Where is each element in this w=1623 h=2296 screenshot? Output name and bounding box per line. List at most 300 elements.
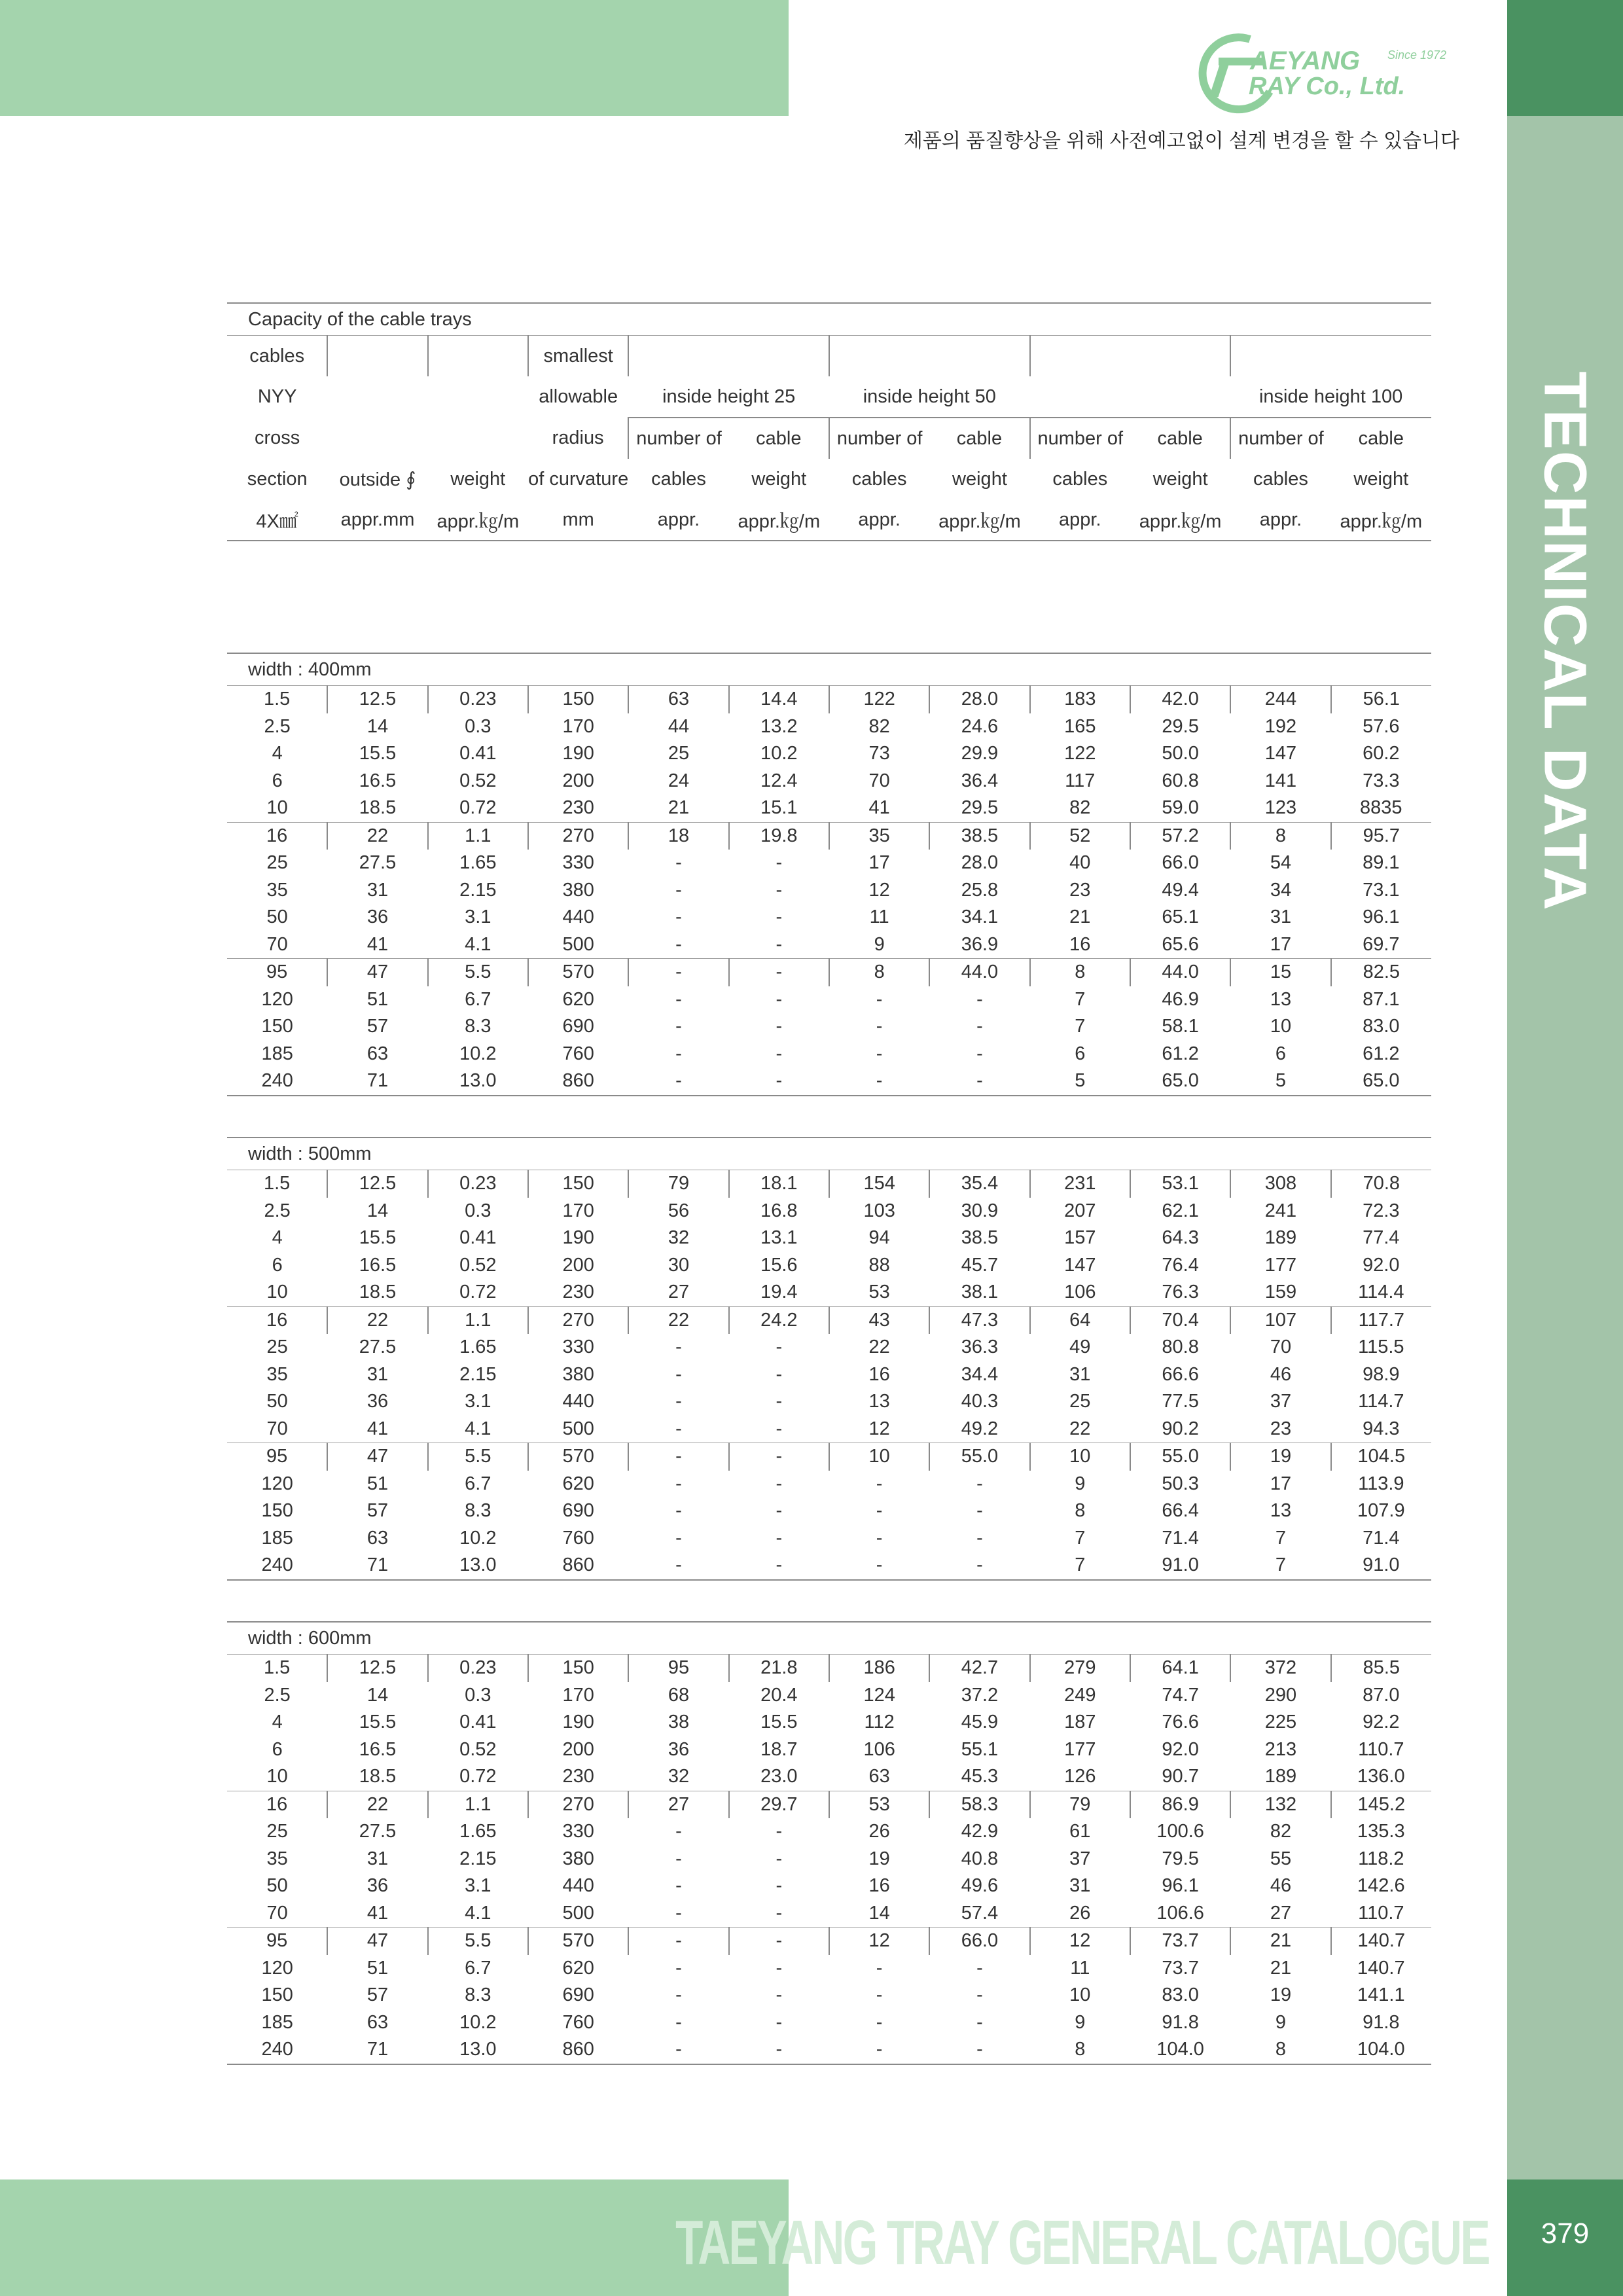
table-cell: - bbox=[675, 1875, 682, 1897]
table-cell: - bbox=[628, 1067, 728, 1096]
table-cell: 13 bbox=[1270, 988, 1292, 1010]
table-cell: 19.8 bbox=[729, 822, 829, 850]
header-cell bbox=[428, 418, 528, 459]
table-cell: - bbox=[675, 1821, 682, 1842]
table-cell: 32 bbox=[668, 1227, 690, 1249]
table-cell: 103 bbox=[863, 1200, 895, 1221]
section-title-row bbox=[227, 1622, 1431, 1655]
table-cell: 6.7 bbox=[465, 1473, 491, 1494]
table-cell: 380 bbox=[562, 879, 594, 901]
table-cell: - bbox=[776, 1527, 783, 1549]
table-cell: 25 bbox=[668, 743, 690, 764]
table-cell: 110.7 bbox=[1358, 1738, 1404, 1760]
capacity-header bbox=[227, 302, 1431, 541]
table-cell: 85.5 bbox=[1331, 1655, 1431, 1682]
table-cell: 31 bbox=[366, 1363, 389, 1385]
table-row bbox=[227, 1682, 1431, 1710]
table-cell: 570 bbox=[528, 1928, 628, 1955]
table-cell: - bbox=[675, 1984, 682, 2006]
header-cell: cross bbox=[255, 427, 300, 448]
table-cell: 0.52 bbox=[459, 1254, 497, 1276]
table-row bbox=[227, 1900, 1431, 1928]
table-row bbox=[227, 686, 1431, 713]
table-cell: 41 bbox=[366, 933, 389, 955]
table-cell: 63 bbox=[366, 1527, 389, 1549]
capacity-title: Capacity of the cable trays bbox=[227, 303, 1431, 336]
table-row bbox=[227, 1736, 1431, 1764]
table-cell: 9 bbox=[1075, 1473, 1086, 1494]
table-row bbox=[227, 1252, 1431, 1280]
table-row bbox=[227, 1873, 1431, 1900]
table-row bbox=[227, 1525, 1431, 1552]
table-cell: 270 bbox=[528, 822, 628, 850]
table-row bbox=[227, 822, 1431, 850]
table-cell: 29.7 bbox=[729, 1791, 829, 1818]
table-cell: 35 bbox=[266, 1848, 288, 1869]
table-cell: 82 bbox=[1270, 1821, 1292, 1842]
table-cell: 82.5 bbox=[1331, 959, 1431, 986]
table-cell: - bbox=[776, 1821, 783, 1842]
table-row bbox=[227, 1471, 1431, 1498]
table-cell: 249 bbox=[1064, 1684, 1096, 1706]
table-cell: 49.4 bbox=[1162, 879, 1199, 901]
table-cell: 66.0 bbox=[929, 1928, 1029, 1955]
top-color-band bbox=[0, 0, 789, 116]
table-cell: 18.5 bbox=[359, 1766, 397, 1787]
table-cell: 140.7 bbox=[1357, 1957, 1405, 1979]
table-cell: 17 bbox=[1270, 933, 1292, 955]
right-side-strip bbox=[1507, 0, 1623, 2296]
table-cell: 1.65 bbox=[459, 1336, 497, 1358]
table-cell: 76.6 bbox=[1162, 1712, 1199, 1733]
table-cell: 35 bbox=[829, 822, 929, 850]
table-cell: 5 bbox=[1030, 1067, 1130, 1096]
table-cell: 440 bbox=[562, 906, 594, 928]
table-cell: 31 bbox=[1069, 1363, 1091, 1385]
table-cell: 140.7 bbox=[1331, 1928, 1431, 1955]
table-cell: 94 bbox=[868, 1227, 890, 1249]
table-cell: 68 bbox=[668, 1684, 690, 1706]
table-cell: 77.4 bbox=[1363, 1227, 1400, 1249]
table-cell: 57.4 bbox=[961, 1902, 999, 1924]
table-cell: - bbox=[876, 1957, 883, 1979]
table-cell: 330 bbox=[562, 852, 594, 874]
table-cell: 107 bbox=[1230, 1306, 1330, 1334]
header-cell bbox=[628, 336, 829, 377]
table-cell: 64.1 bbox=[1130, 1655, 1230, 1682]
table-cell: - bbox=[675, 879, 682, 901]
table-cell: 177 bbox=[1264, 1254, 1297, 1276]
table-cell: 82 bbox=[1069, 797, 1091, 819]
table-cell: - bbox=[675, 1391, 682, 1412]
table-cell: 15.5 bbox=[760, 1712, 798, 1733]
table-cell: 10 bbox=[1030, 1443, 1130, 1471]
table-cell: 42.7 bbox=[929, 1655, 1029, 1682]
table-cell: 27.5 bbox=[359, 1821, 397, 1842]
table-cell: 38.1 bbox=[961, 1282, 999, 1303]
table-cell: 16 bbox=[1069, 933, 1091, 955]
table-cell: 15 bbox=[1230, 959, 1330, 986]
table-cell: 29.5 bbox=[1162, 715, 1199, 737]
table-cell: - bbox=[675, 1957, 682, 1979]
table-cell: 0.52 bbox=[459, 770, 497, 791]
table-cell: 13.1 bbox=[760, 1227, 798, 1249]
header-cell: radius bbox=[552, 427, 604, 448]
table-cell: 26 bbox=[1069, 1902, 1091, 1924]
table-cell: 66.4 bbox=[1162, 1500, 1199, 1522]
table-cell: 157 bbox=[1064, 1227, 1096, 1249]
table-cell: 65.0 bbox=[1331, 1067, 1431, 1096]
table-cell: 29.5 bbox=[961, 797, 999, 819]
table-cell: - bbox=[729, 1067, 829, 1096]
table-cell: 2.5 bbox=[264, 715, 291, 737]
table-cell: 24.2 bbox=[729, 1306, 829, 1334]
table-cell: 3.1 bbox=[465, 1875, 491, 1897]
table-cell: - bbox=[628, 959, 728, 986]
table-cell: 225 bbox=[1264, 1712, 1297, 1733]
design-change-notice: 제품의 품질향상을 위해 사전예고없이 설계 변경을 할 수 있습니다 bbox=[903, 130, 1459, 152]
table-row bbox=[227, 1955, 1431, 1982]
table-cell: 5.5 bbox=[428, 1928, 528, 1955]
table-cell: 170 bbox=[562, 1200, 594, 1221]
table-cell: 136.0 bbox=[1357, 1766, 1405, 1787]
table-cell: 500 bbox=[562, 933, 594, 955]
header-cell: cable bbox=[929, 418, 1029, 459]
table-cell: - bbox=[776, 1016, 783, 1037]
table-cell: 13 bbox=[1270, 1500, 1292, 1522]
table-cell: 19 bbox=[1230, 1443, 1330, 1471]
header-cell: number of bbox=[1030, 418, 1130, 459]
table-cell: 112 bbox=[864, 1712, 895, 1733]
table-cell: 40.3 bbox=[961, 1391, 999, 1412]
table-cell: 90.2 bbox=[1162, 1418, 1199, 1439]
table-cell: - bbox=[776, 988, 783, 1010]
section-title: width : 500mm bbox=[227, 1138, 1431, 1170]
table-cell: 34 bbox=[1270, 879, 1292, 901]
section-width-400 bbox=[227, 653, 1431, 1096]
table-cell: 74.7 bbox=[1162, 1684, 1199, 1706]
table-cell: 7 bbox=[1075, 1016, 1086, 1037]
table-cell: - bbox=[729, 959, 829, 986]
table-cell: 4 bbox=[272, 743, 283, 764]
table-cell: 94.3 bbox=[1363, 1418, 1400, 1439]
table-cell: 86.9 bbox=[1130, 1791, 1230, 1818]
table-cell: 114.7 bbox=[1358, 1391, 1404, 1412]
table-cell: 177 bbox=[1064, 1738, 1096, 1760]
table-cell: 10 bbox=[266, 1282, 288, 1303]
table-row bbox=[227, 1443, 1431, 1471]
header-cell: cables bbox=[1253, 468, 1308, 490]
table-cell: 19.4 bbox=[760, 1282, 798, 1303]
table-cell: 760 bbox=[562, 2011, 594, 2033]
table-cell: 1.5 bbox=[227, 1170, 327, 1198]
table-cell: - bbox=[675, 1043, 682, 1064]
table-cell: 13.0 bbox=[428, 2036, 528, 2064]
section-table bbox=[227, 1137, 1431, 1581]
table-cell: 51 bbox=[366, 1473, 389, 1494]
table-cell: 3.1 bbox=[465, 1391, 491, 1412]
table-cell: 37 bbox=[1069, 1848, 1091, 1869]
table-cell: 241 bbox=[1264, 1200, 1297, 1221]
table-cell: 1.65 bbox=[459, 1821, 497, 1842]
table-cell: 0.23 bbox=[428, 1170, 528, 1198]
logo-name-line1: AEYANG bbox=[1250, 46, 1361, 75]
table-cell: 190 bbox=[562, 1227, 594, 1249]
table-cell: 32 bbox=[668, 1766, 690, 1787]
table-cell: 60.2 bbox=[1363, 743, 1400, 764]
table-cell: 36 bbox=[366, 1391, 389, 1412]
section-width-500 bbox=[227, 1137, 1431, 1581]
table-cell: 3.1 bbox=[465, 906, 491, 928]
table-cell: - bbox=[776, 1500, 783, 1522]
header-cell bbox=[327, 376, 427, 418]
table-cell: 70 bbox=[266, 1418, 288, 1439]
table-cell: 64.3 bbox=[1162, 1227, 1199, 1249]
table-cell: 860 bbox=[528, 2036, 628, 2064]
table-cell: 2.15 bbox=[459, 879, 497, 901]
section-title: width : 600mm bbox=[227, 1622, 1431, 1655]
table-cell: 207 bbox=[1064, 1200, 1096, 1221]
table-row bbox=[227, 1982, 1431, 2009]
table-cell: 31 bbox=[1069, 1875, 1091, 1897]
table-row bbox=[227, 931, 1431, 959]
table-row bbox=[227, 2009, 1431, 2037]
table-cell: 25 bbox=[266, 1336, 288, 1358]
table-cell: 14 bbox=[366, 715, 389, 737]
table-cell: 92.0 bbox=[1162, 1738, 1199, 1760]
table-cell: 47.3 bbox=[929, 1306, 1029, 1334]
table-cell: 5.5 bbox=[428, 1443, 528, 1471]
table-cell: - bbox=[829, 1552, 929, 1580]
table-cell: 6 bbox=[272, 1254, 283, 1276]
table-cell: 73.3 bbox=[1363, 770, 1400, 791]
table-cell: - bbox=[729, 1443, 829, 1471]
table-cell: 165 bbox=[1064, 715, 1096, 737]
table-cell: 8.3 bbox=[465, 1984, 491, 2006]
table-cell: 60.8 bbox=[1162, 770, 1199, 791]
table-cell: 50.0 bbox=[1162, 743, 1199, 764]
table-cell: 66.0 bbox=[1162, 852, 1199, 874]
table-cell: - bbox=[876, 1043, 883, 1064]
table-cell: 76.4 bbox=[1162, 1254, 1199, 1276]
table-cell: 73.7 bbox=[1130, 1928, 1230, 1955]
table-cell: 6.7 bbox=[465, 988, 491, 1010]
table-cell: 8 bbox=[829, 959, 929, 986]
header-cell: weight bbox=[450, 468, 506, 490]
header-cell: cables bbox=[651, 468, 706, 490]
table-cell: - bbox=[829, 2036, 929, 2064]
table-cell: 47 bbox=[327, 1443, 427, 1471]
table-cell: 57 bbox=[366, 1016, 389, 1037]
table-cell: 12.5 bbox=[327, 1170, 427, 1198]
section-title-row bbox=[227, 1138, 1431, 1170]
header-cell: weight bbox=[1152, 468, 1208, 490]
table-cell: 12 bbox=[1030, 1928, 1130, 1955]
table-cell: 5.5 bbox=[428, 959, 528, 986]
table-cell: 71 bbox=[327, 2036, 427, 2064]
table-cell: 47 bbox=[327, 1928, 427, 1955]
table-cell: 9 bbox=[874, 933, 885, 955]
table-cell: 240 bbox=[227, 1067, 327, 1096]
table-row bbox=[227, 1928, 1431, 1955]
table-cell: 189 bbox=[1264, 1227, 1297, 1249]
table-row bbox=[227, 768, 1431, 795]
table-cell: 132 bbox=[1230, 1791, 1330, 1818]
table-cell: 1.5 bbox=[227, 686, 327, 713]
table-cell: 22 bbox=[868, 1336, 890, 1358]
table-cell: 122 bbox=[1064, 743, 1096, 764]
table-cell: 104.0 bbox=[1130, 2036, 1230, 2064]
table-cell: 380 bbox=[562, 1363, 594, 1385]
table-cell: - bbox=[776, 1984, 783, 2006]
table-cell: 154 bbox=[829, 1170, 929, 1198]
table-cell: 34.1 bbox=[961, 906, 999, 928]
table-cell: 1.1 bbox=[428, 822, 528, 850]
table-cell: 36 bbox=[366, 906, 389, 928]
table-cell: 122 bbox=[829, 686, 929, 713]
table-cell: 185 bbox=[261, 2011, 293, 2033]
table-cell: 0.23 bbox=[428, 686, 528, 713]
table-cell: 45.7 bbox=[961, 1254, 999, 1276]
table-cell: 59.0 bbox=[1162, 797, 1199, 819]
table-row bbox=[227, 1388, 1431, 1416]
table-cell: 90.7 bbox=[1162, 1766, 1199, 1787]
table-cell: 62.1 bbox=[1162, 1200, 1199, 1221]
table-cell: 95 bbox=[227, 1928, 327, 1955]
table-cell: 244 bbox=[1230, 686, 1330, 713]
table-cell: 43 bbox=[829, 1306, 929, 1334]
table-cell: 8.3 bbox=[465, 1500, 491, 1522]
table-cell: 142.6 bbox=[1357, 1875, 1405, 1897]
bottom-color-band bbox=[0, 2179, 789, 2296]
table-cell: 16 bbox=[227, 1306, 327, 1334]
table-cell: - bbox=[776, 2011, 783, 2033]
table-cell: 190 bbox=[562, 1712, 594, 1733]
table-cell: - bbox=[976, 1527, 983, 1549]
header-cell: smallest bbox=[528, 336, 628, 377]
table-cell: 31 bbox=[366, 879, 389, 901]
table-cell: 64 bbox=[1030, 1306, 1130, 1334]
table-cell: - bbox=[675, 852, 682, 874]
header-cell bbox=[428, 336, 528, 377]
table-cell: - bbox=[776, 1363, 783, 1385]
table-row bbox=[227, 1225, 1431, 1252]
header-row-3 bbox=[227, 418, 1431, 459]
table-cell: 65.1 bbox=[1162, 906, 1199, 928]
table-cell: - bbox=[675, 988, 682, 1010]
table-cell: 55.0 bbox=[929, 1443, 1029, 1471]
header-cell: weight bbox=[952, 468, 1007, 490]
table-row bbox=[227, 740, 1431, 768]
table-cell: 4 bbox=[272, 1227, 283, 1249]
table-cell: - bbox=[876, 1500, 883, 1522]
table-cell: 6 bbox=[1275, 1043, 1287, 1064]
table-cell: - bbox=[675, 1016, 682, 1037]
table-cell: 38 bbox=[668, 1712, 690, 1733]
table-cell: 70 bbox=[266, 933, 288, 955]
table-cell: 27.5 bbox=[359, 852, 397, 874]
table-cell: 500 bbox=[562, 1902, 594, 1924]
table-cell: 36.4 bbox=[961, 770, 999, 791]
table-row bbox=[227, 850, 1431, 877]
table-cell: 57 bbox=[366, 1984, 389, 2006]
table-cell: 16.8 bbox=[760, 1200, 798, 1221]
table-cell: 4.1 bbox=[465, 1418, 491, 1439]
table-cell: 73.7 bbox=[1162, 1957, 1199, 1979]
table-cell: 12.5 bbox=[327, 1655, 427, 1682]
table-cell: 0.3 bbox=[465, 715, 491, 737]
table-cell: 82 bbox=[868, 715, 890, 737]
table-cell: 14.4 bbox=[729, 686, 829, 713]
logo-name-line2: RAY Co., Ltd. bbox=[1249, 73, 1406, 100]
table-cell: 104.5 bbox=[1331, 1443, 1431, 1471]
table-cell: 45.9 bbox=[961, 1712, 999, 1733]
table-cell: 231 bbox=[1030, 1170, 1130, 1198]
table-cell: 30.9 bbox=[961, 1200, 999, 1221]
table-row bbox=[227, 1279, 1431, 1306]
table-cell: 46.9 bbox=[1162, 988, 1199, 1010]
table-cell: 6 bbox=[272, 1738, 283, 1760]
table-cell: 20.4 bbox=[760, 1684, 798, 1706]
header-cell bbox=[1030, 336, 1231, 377]
table-cell: 53.1 bbox=[1130, 1170, 1230, 1198]
table-cell: 2.5 bbox=[264, 1200, 291, 1221]
table-cell: 150 bbox=[261, 1500, 293, 1522]
table-cell: 36 bbox=[366, 1875, 389, 1897]
table-row bbox=[227, 1791, 1431, 1818]
table-cell: 9 bbox=[1275, 2011, 1287, 2033]
table-cell: 38.5 bbox=[961, 1227, 999, 1249]
table-cell: 240 bbox=[227, 1552, 327, 1580]
table-cell: 98.9 bbox=[1363, 1363, 1400, 1385]
table-cell: 83.0 bbox=[1162, 1984, 1199, 2006]
table-cell: 2.5 bbox=[264, 1684, 291, 1706]
header-cell bbox=[1030, 376, 1231, 418]
table-cell: 71.4 bbox=[1162, 1527, 1199, 1549]
table-cell: 113.9 bbox=[1358, 1473, 1404, 1494]
table-cell: 200 bbox=[562, 770, 594, 791]
table-row bbox=[227, 986, 1431, 1014]
table-cell: - bbox=[628, 1443, 728, 1471]
table-row bbox=[227, 1818, 1431, 1846]
table-cell: 9 bbox=[1075, 2011, 1086, 2033]
table-cell: 15.5 bbox=[359, 743, 397, 764]
table-cell: - bbox=[776, 906, 783, 928]
table-cell: 22 bbox=[628, 1306, 728, 1334]
table-cell: - bbox=[976, 1957, 983, 1979]
table-cell: 38.5 bbox=[929, 822, 1029, 850]
header-cell: appr. bbox=[1230, 499, 1330, 541]
table-cell: - bbox=[876, 2011, 883, 2033]
header-cell bbox=[1230, 336, 1431, 377]
table-cell: 21 bbox=[1270, 1957, 1292, 1979]
table-cell: 31 bbox=[366, 1848, 389, 1869]
table-cell: 106 bbox=[1064, 1282, 1096, 1303]
table-cell: 63 bbox=[628, 686, 728, 713]
table-cell: 65.0 bbox=[1130, 1067, 1230, 1096]
table-cell: - bbox=[776, 879, 783, 901]
table-cell: 190 bbox=[562, 743, 594, 764]
table-cell: 49.2 bbox=[961, 1418, 999, 1439]
table-cell: - bbox=[628, 1928, 728, 1955]
table-cell: - bbox=[675, 1473, 682, 1494]
table-cell: 2.15 bbox=[459, 1848, 497, 1869]
table-cell: 37 bbox=[1270, 1391, 1292, 1412]
table-cell: 51 bbox=[366, 988, 389, 1010]
table-cell: 28.0 bbox=[961, 852, 999, 874]
table-cell: 22 bbox=[1069, 1418, 1091, 1439]
table-cell: - bbox=[675, 2011, 682, 2033]
